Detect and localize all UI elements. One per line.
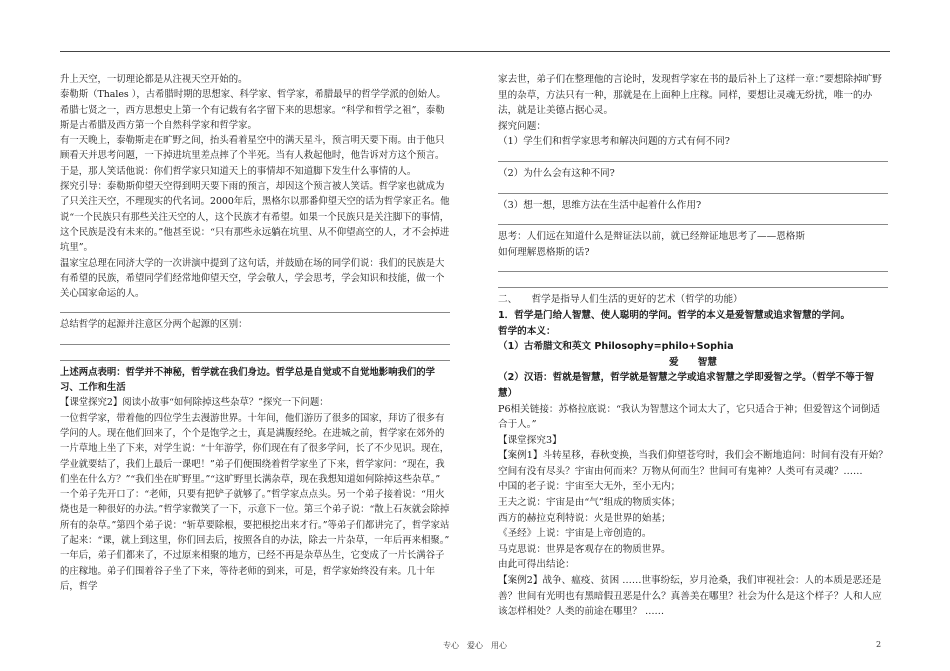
paragraph: 有一天晚上，泰勒斯走在旷野之间，抬头看着星空中的满天星斗，预言明天要下雨。由于他只顾看天并思考问题，一下掉进坑里差点摔了个半死。当有人救起他时，他告诉对方这个预言。于是，那人笑话他说：你们哲学家只知道天上的事情却不知道脚下发生什么事情的人。 — [60, 135, 445, 177]
right-column — [498, 72, 888, 620]
key-statement: 上述两点表明：哲学并不神秘，哲学就在我们身边。哲学总是自觉或不自觉地影响我们的学习、工作和生活 — [60, 366, 436, 394]
left-column — [60, 72, 450, 594]
paragraph: 马克思说：世界是客观存在的物质世界。 — [498, 543, 671, 555]
answer-line — [498, 276, 888, 288]
paragraph: 温家宝总理在同济大学的一次讲演中提到了这句话，并鼓励在场的同学们说：我们的民族是大有希望的民族，希望同学们经常地仰望天空，学会敬人，学会思考，学会知识和技能，做一个关心国家命运的人。 — [60, 257, 445, 300]
paragraph: 【课堂探究2】阅读小故事“如何除掉这些杂草？”探究一下问题： — [60, 397, 329, 409]
paragraph: 一年后，弟子们都来了，不过原来相聚的地方，已经不再是杂草丛生，它变成了一片长满谷子的庄稼地。弟子们围着谷子坐了下来，等待老师的到来，可是，哲学家始终没有来。几十年后，哲学 — [60, 550, 445, 592]
paragraph: 一位哲学家，带着他的四位学生去漫游世界。十年间，他们游历了很多的国家，拜访了很多有学问的人。现在他们回来了，个个是饱学之士，真是满腹经纶。在进城之前，哲学家在郊外的一片草地上坐了下来，对学生说：“十年游学，你们现在有了很多学问，长了不少见识。现在，学业就要结了，我们上最后一课吧！”弟子们便围绕着哲学家坐了下来，哲学家问：“现在，我们坐在什么方？”“我们坐在旷野里。”“这旷野里长满杂草，现在我想知道如何除掉这些杂草。” — [60, 412, 450, 485]
paragraph: 探究问题： — [498, 120, 546, 132]
footer-text: 专心 爱心 用心 — [443, 641, 507, 650]
paragraph: 泰勒斯（Thales ），古希腊时期的思想家、科学家、哲学家，希腊最早的哲学学派的创始人。希腊七贤之一，西方思想史上第一个有记载有名字留下来的思想家。“科学和哲学之祖”，泰勒斯是古希腊及西方第一个自然科学家和哲学家。 — [60, 89, 446, 131]
paragraph: 升上天空，一切理论都是从注视天空开始的。 — [60, 74, 248, 85]
paragraph: 西方的赫拉克利特说：火是世界的始基； — [498, 512, 671, 524]
question: （2）为什么会有这种不同? — [498, 167, 615, 179]
answer-line — [60, 333, 450, 345]
paragraph: 一个弟子先开口了：“老师，只要有把铲子就够了。”哲学家点点头。另一个弟子接着说：“用火烧也是一种很好的办法。”哲学家微笑了一下，示意下一位。第三个弟子说：“散上石灰就会除掉所有的杂草。”第四个弟子说：“斩草要除根，要把根挖出来才行。”等弟子们都讲完了，哲学家站了起来：“课，就上到这里，你们回去后，按照各自的办法，除去一片杂草，一年后再来相聚。” — [60, 489, 450, 547]
key-statement: 哲学的本义： — [498, 325, 556, 337]
paragraph: 思考：人们远在知道什么是辩证法以前，就已经辩证地思考了——恩格斯 — [498, 231, 805, 243]
paragraph: 家去世，弟子们在整理他的言论时，发现哲学家在书的最后补上了这样一章：”要想除掉旷野里的杂草，方法只有一种，那就是在上面种上庄稼。同样，要想让灵魂无纷扰，唯一的办法，就是让美德占据心灵。 — [498, 74, 882, 117]
answer-line — [60, 349, 450, 361]
paragraph: 探究引导：泰勒斯仰望天空得到明天要下雨的预言，却因这个预言被人笑话。哲学家也就成为了只关注天空，不理现实的代名词。2000年后，黑格尔以那番仰望天空的话为哲学家正名。他说“一个民族只有那些关注天空的人，这个民族才有希望。如果一个民族只是关注脚下的事情，这个民族是没有未来的。”他甚至说：“只有那些永远躺在坑里、从不仰望高空的人，才不会掉进坑里”。 — [60, 181, 450, 254]
paragraph: P6相关链接：苏格拉底说：“我认为智慧这个词太大了，它只适合于神；但爱智这个词倒适合于人。” — [498, 403, 881, 431]
key-statement: 1．哲学是门给人智慧、使人聪明的学问。哲学的本义是爱智慧或追求智慧的学问。 — [498, 309, 851, 321]
question: （1）学生们和哲学家思考和解决问题的方式有何不同? — [498, 136, 730, 148]
header-rule — [60, 51, 890, 52]
question: 总结哲学的起源并注意区分两个起源的区别： — [60, 319, 248, 331]
paragraph: 如何理解恩格斯的话? — [498, 246, 590, 258]
page-number: 2 — [876, 640, 882, 649]
answer-line — [498, 182, 888, 194]
key-statement: （1）古希腊文和英文 Philosophy=philo+Sophia — [498, 341, 734, 353]
paragraph: 【案例1】斗转星移，春秋变换，当我们仰望苍穹时，我们会不断地追问：时间有没有开始？空间有没有尽头？宇宙由何而来？万物从何而生？世间可有鬼神？人类可有灵魂？…… — [498, 450, 888, 477]
section-heading: 二、 哲学是指导人们生活的更好的艺术（哲学的功能） — [498, 294, 743, 306]
question: （3）想一想，思维方法在生活中起着什么作用? — [498, 199, 702, 211]
key-statement: 爱 智慧 — [669, 356, 717, 368]
key-statement: （2）汉语：哲就是智慧，哲学就是智慧之学或追求智慧之学即爱智之学。（哲学不等于智慧） — [498, 372, 875, 399]
paragraph: 中国的老子说：宇宙至大无外，至小无内； — [498, 481, 681, 493]
paragraph: 王夫之说：宇宙是由“气”组成的物质实体； — [498, 497, 681, 509]
answer-line — [498, 260, 888, 272]
answer-line — [60, 301, 450, 313]
paragraph: 由此可得出结论： — [498, 559, 575, 571]
answer-line — [498, 150, 888, 162]
paragraph: 【案例2】战争、瘟疫、贫困 ……世事纷纭，岁月沧桑，我们审视社会：人的本质是恶还是善？世间有光明也有黑暗假丑恶是什么？真善美在哪里？社会为什么是这个样子？人和人应该怎样相处？人类的前途在哪里？ …… — [498, 575, 882, 618]
paragraph: 【课堂探究3】 — [498, 434, 562, 446]
answer-line — [498, 213, 888, 225]
paragraph: 《圣经》上说：宇宙是上帝创造的。 — [498, 528, 652, 540]
